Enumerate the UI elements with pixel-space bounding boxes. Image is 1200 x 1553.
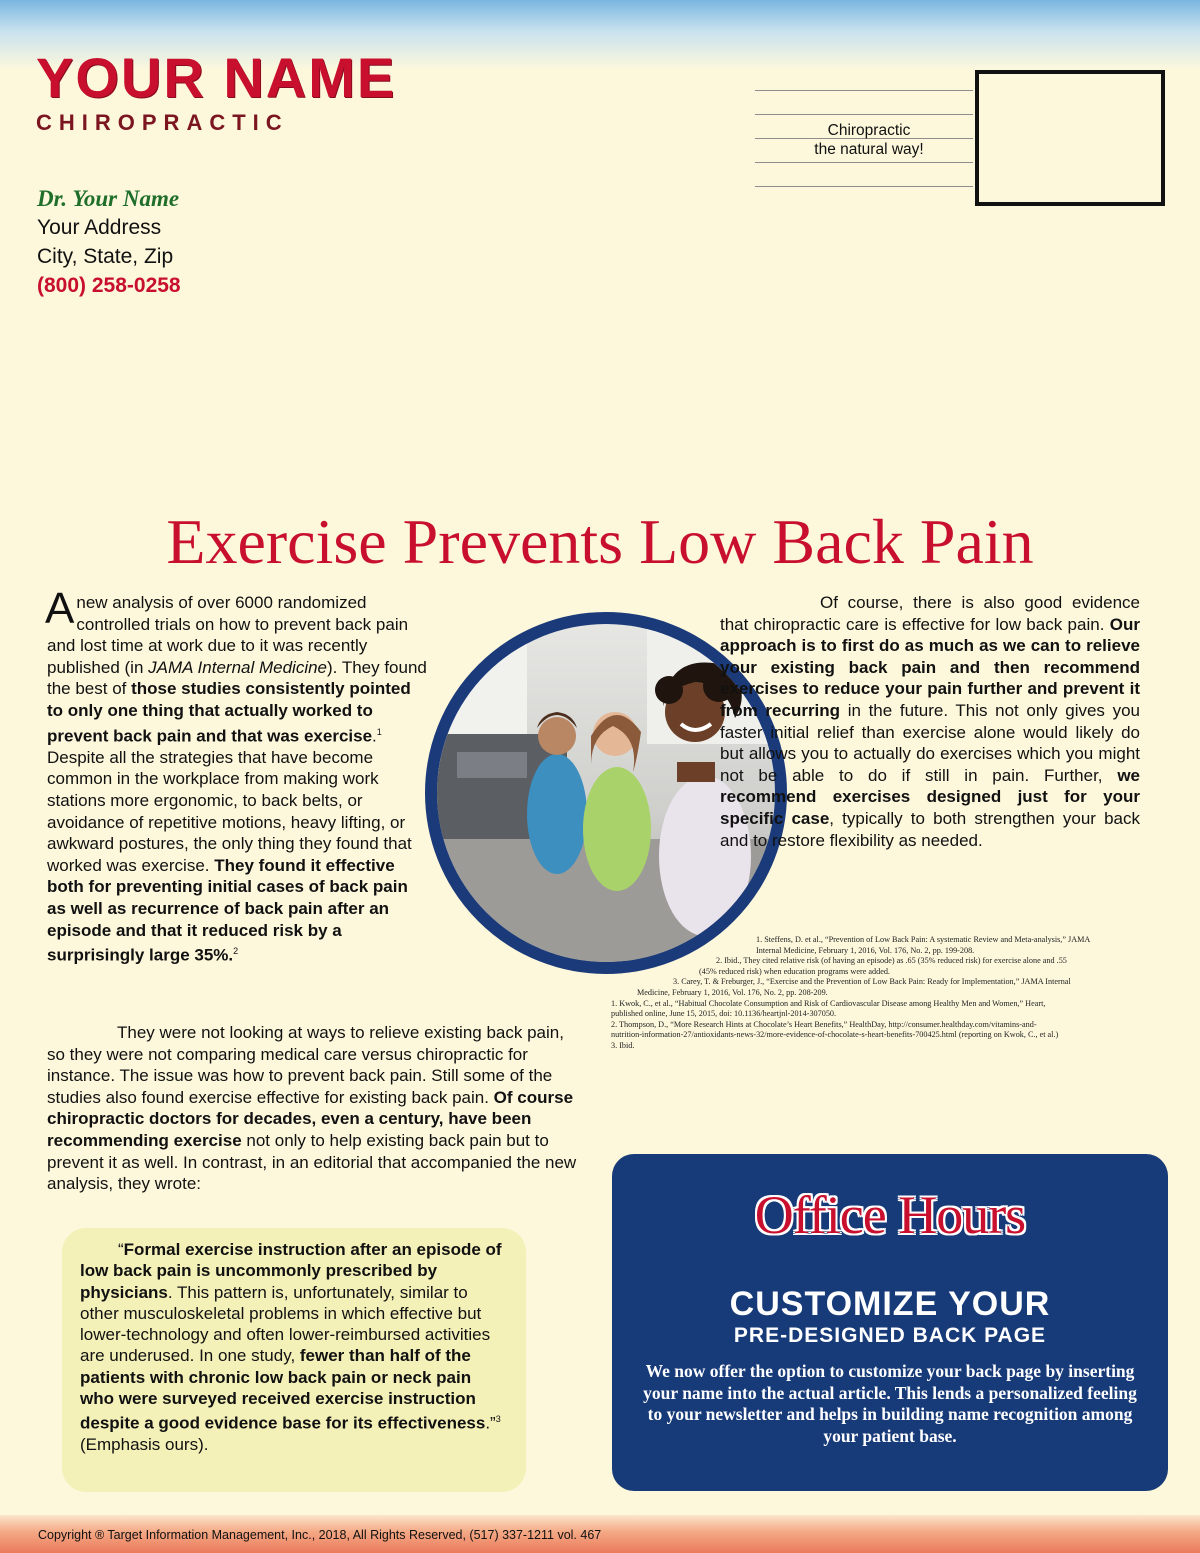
address-line: Your Address (37, 216, 162, 239)
emphasis-text: Formal exercise instruction after an episode of low back pain is uncommonly prescribed by physicians (80, 1240, 502, 1302)
text-run: new analysis of over 6000 randomized controlled trials on how to prevent back pain and lost time at work due to it was recently published (in (47, 593, 409, 677)
tagline-line-1: Chiropractic (827, 122, 911, 139)
footnote-ref: 2 (233, 946, 239, 957)
tagline-line-2: the natural way! (814, 141, 924, 158)
reference-line: Internal Medicine, February 1, 2016, Vol. 176, No. 2, pp. 199-208. (756, 945, 975, 955)
customize-body-text: We now offer the option to customize your back page by inserting your name into the actual article. This lends a personalized feeling to your newsletter and helps in building name recognition among your patient base. (643, 1361, 1137, 1446)
reference-line: published online, June 15, 2015, doi: 10.1136/heartjnl-2014-307050. (611, 1009, 837, 1019)
mailing-tagline (785, 121, 953, 159)
editorial-quote-box (62, 1228, 526, 1492)
references (611, 935, 1155, 1052)
article-paragraph-3 (720, 592, 1140, 851)
text-run: They were not looking at ways to relieve existing back pain, so they were not comparing medical care versus chiropractic for instance. The issue was how to prevent back pain. Still some of the studies also found exercise effective for existing back pain. (47, 1023, 564, 1107)
article-title: Exercise Prevents Low Back Pain (166, 506, 1034, 577)
footnote-ref: 1 (376, 726, 382, 737)
office-hours-title: Office Hours (754, 1185, 1026, 1245)
reference-line: 2. Thompson, D., “More Research Hints at Chocolate’s Heart Benefits,” HealthDay, http://consumer.healthday.com/vitamins-and- (611, 1019, 1037, 1029)
reference-line: 3. Ibid. (611, 1040, 635, 1050)
text-run: , typically to both strengthen your back and to restore flexibility as needed. (720, 808, 1140, 850)
phone-number: (800) 258-0258 (37, 274, 181, 297)
text-run: (Emphasis ours). (80, 1435, 209, 1455)
emphasis-text: those studies consistently pointed to only one thing that actually worked to prevent back pain and that was exercise (47, 679, 411, 746)
article-left-column (45, 584, 427, 966)
quote-mark: “ (118, 1240, 124, 1259)
text-run: not only to help existing back pain but to prevent it as well. In contrast, in an editorial that accompanied the new analysis, they wrote: (47, 1130, 577, 1194)
office-hours-box (612, 1154, 1168, 1491)
article-paragraph-1: Anew analysis of over 6000 randomized controlled trials on how to prevent back pain and lost time at work due to it was recently published (in JAMA Internal Medicine). They found the best of those studies consistently pointed to only one thing that actually worked to prevent back pain and that was exercise.$^1$ Despite all the strategies that have become common in the workplace from making work stations more ergonomic, to back belts, or avoidance of repetitive motions, heavy lifting, or awkward postures, the only thing they found that worked was exercise. They found it effective both for preventing initial cases of back pain as well as recurrence of back pain after an episode and that it reduced risk by a surprisingly large 35%.$^2$ (45, 584, 427, 965)
reference-line: 1. Steffens, D. et al., “Prevention of Low Back Pain: A systematic Review and Meta-analysis,” JAMA (756, 935, 1091, 944)
brand-name: YOUR NAME (36, 46, 397, 109)
brand-block (36, 46, 397, 136)
drop-cap: A (45, 584, 75, 633)
copyright-footer: Copyright ® Target Information Management, Inc., 2018, All Rights Reserved, (517) 337-1211 vol. 467 (38, 1528, 602, 1542)
emphasis-text: They found it effective both for preventing initial cases of back pain as well as recurrence of back pain after an episode and that it reduced risk by a surprisingly large 35%. (47, 855, 408, 965)
emphasis-text: we recommend exercises designed just for your specific case (720, 765, 1140, 828)
emphasis-text: Of course chiropractic doctors for decades, even a century, have been recommending exercise (47, 1087, 574, 1150)
journal-name: JAMA Internal Medicine (148, 657, 328, 677)
reference-line: Medicine, February 1, 2016, Vol. 176, No. 2, pp. 208-209. (637, 987, 828, 997)
article-right-column (720, 592, 1140, 851)
doctor-name: Dr. Your Name (37, 186, 180, 211)
text-run: Despite all the strategies that have become common in the workplace from making work stations more ergonomic, to back belts, or avoidance of repetitive motions, heavy lifting, or awkward postures, the only thing they found that worked was exercise. (47, 747, 412, 875)
reference-line: nutrition-information-27/antioxidants-news-32/more-evidence-of-chocolate-s-heart-benefits-700425.html (reporting on Kwok, C., et al.) (611, 1030, 1059, 1040)
emphasis-text: fewer than half of the patients with chronic low back pain or neck pain who were surveyed received exercise instruction despite a good evidence base for its effectiveness (80, 1346, 486, 1434)
text-run: Of course, there is also good evidence that chiropractic care is effective for low back pain. (720, 593, 1140, 634)
customize-heading: CUSTOMIZE YOUR (729, 1285, 1051, 1323)
footnote-ref: 3 (495, 1414, 501, 1425)
city-line: City, State, Zip (37, 245, 174, 268)
customize-subheading: PRE-DESIGNED BACK PAGE (733, 1324, 1047, 1347)
brand-subtitle: CHIROPRACTIC (36, 110, 289, 135)
quote-text (80, 1239, 508, 1456)
emphasis-text: Our approach is to first do as much as we can to relieve your existing back pain and then recommend exercises to reduce your pain further and prevent it from recurring (720, 614, 1140, 720)
reference-line: 3. Carey, T. & Freburger, J., “Exercise and the Prevention of Low Back Pain: Ready for Implementation,” JAMA Internal (673, 977, 1071, 987)
text-run: . This pattern is, unfortunately, similar to other musculoskeletal problems in which effective but lower-technology and often lower-reimbursed activities are underused. In one study, (80, 1282, 491, 1366)
article-left-column-lower (47, 1022, 577, 1195)
text-run: in the future. This not only gives you faster initial relief than exercise alone would likely do but allows you to actually do exercises which you might not be able to do if still in pain. Further, (720, 700, 1140, 785)
postage-stamp-box (975, 70, 1165, 206)
reference-line: (45% reduced risk) when education programs were added. (699, 966, 890, 976)
contact-block (37, 184, 181, 300)
text-run: ). They found the best of (47, 657, 427, 699)
reference-line: 1. Kwok, C., et al., “Habitual Chocolate Consumption and Risk of Cardiovascular Disease among Healthy Men and Women,” Heart, (611, 998, 1046, 1008)
quote-mark: .” (485, 1414, 496, 1434)
article-paragraph-2 (47, 1022, 577, 1195)
reference-line: 2. Ibid., They cited relative risk (of having an episode) as .65 (35% reduced risk) for exercise alone and .55 (716, 956, 1067, 966)
